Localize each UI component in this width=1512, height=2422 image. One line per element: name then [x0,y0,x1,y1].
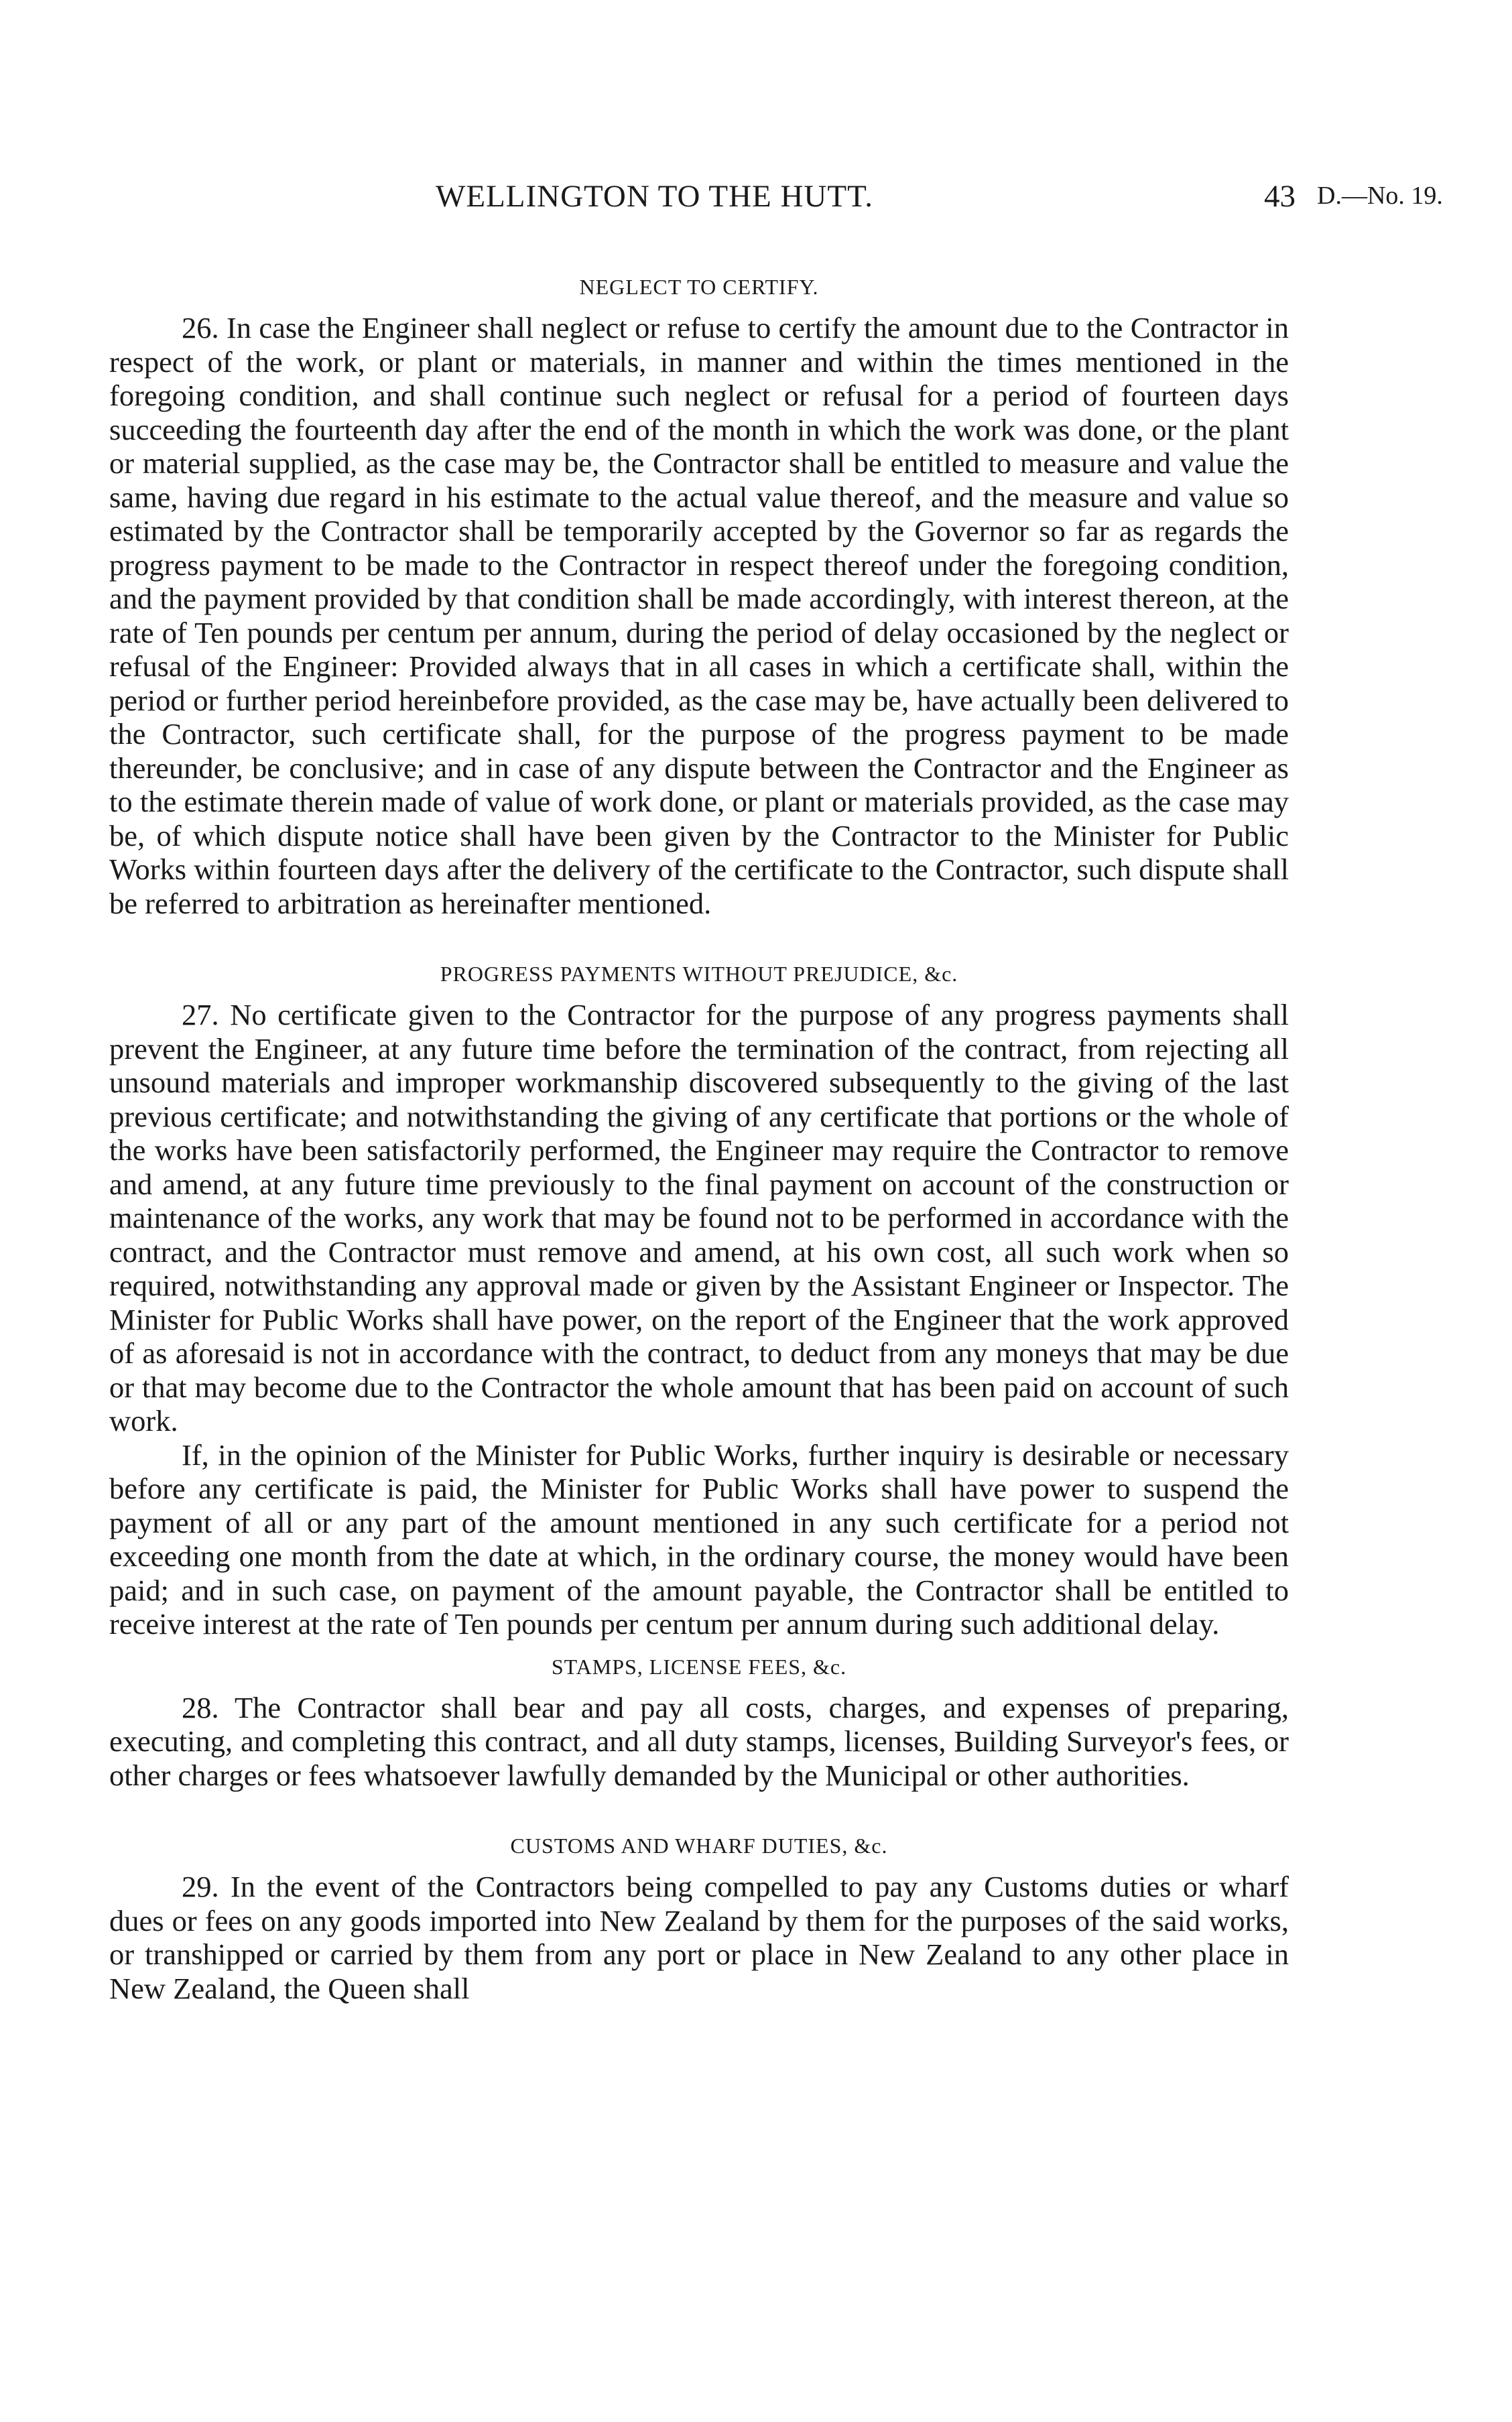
page-number: 43 [1264,179,1296,214]
section-neglect-to-certify [109,273,1289,920]
section-progress-payments [109,960,1289,1641]
paragraph-28: 28. The Contractor shall bear and pay all costs, charges, and expenses of preparing, executing, and completing this contract, and all duty stamps, licenses, Building Surveyor's fees, or other charges or fees whatsoever lawfully demanded by the Municipal or other authorities. [109,1690,1289,1792]
page-header [0,178,1512,218]
running-title: WELLINGTON TO THE HUTT. [436,179,874,214]
section-stamps-license-fees [109,1653,1289,1793]
section-customs-wharf-duties [109,1832,1289,2005]
section-heading: PROGRESS PAYMENTS WITHOUT PREJUDICE, &c. [440,962,958,986]
document-body [109,273,1289,2005]
paragraph-27-continued: If, in the opinion of the Minister for Public Works, further inquiry is desirable or necessary before any certificate is paid, the Minister for Public Works shall have power to suspend the payment of all or any part of the amount mentioned in any such certificate for a period not exceeding one month from the date at which, in the ordinary course, the money would have been paid; and in such case, on payment of the amount payable, the Contractor shall be entitled to receive interest at the rate of Ten pounds per centum per annum during such additional delay. [109,1438,1289,1641]
paragraph-29: 29. In the event of the Contractors being compelled to pay any Customs duties or wharf dues or fees on any goods imported into New Zealand by them for the purposes of the said works, or transhipped or carried by them from any port or place in New Zealand to any other place in New Zealand, the Queen shall [109,1870,1289,2005]
paragraph-26: 26. In case the Engineer shall neglect or refuse to certify the amount due to the Contractor in respect of the work, or plant or materials, in manner and within the times mentioned in the foregoing condition, and shall continue such neglect or refusal for a period of fourteen days succeeding the fourteenth day after the end of the month in which the work was done, or the plant or material supplied, as the case may be, the Contractor shall be entitled to measure and value the same, having due regard in his estimate to the actual value thereof, and the measure and value so estimated by the Contractor shall be temporarily accepted by the Governor so far as regards the progress payment to be made to the Contractor in respect thereof under the foregoing condition, and the payment provided by that condition shall be made accordingly, with interest thereon, at the rate of Ten pounds per centum per annum, during the period of delay occasioned by the neglect or refusal of the Engineer: Provided always that in all cases in which a certificate shall, within the period or further period hereinbefore provided, as the case may be, have actually been delivered to the Contractor, such certificate shall, for the purpose of the progress payment to be made thereunder, be conclusive; and in case of any dispute between the Contractor and the Engineer as to the estimate therein made of value of work done, or plant or materials provided, as the case may be, of which dispute notice shall have been given by the Contractor to the Minister for Public Works within fourteen days after the delivery of the certificate to the Contractor, such dispute shall be referred to arbitration as hereinafter mentioned. [109,311,1289,920]
section-heading: NEGLECT TO CERTIFY. [579,275,819,299]
section-heading: STAMPS, LICENSE FEES, &c. [551,1654,847,1679]
paragraph-27: 27. No certificate given to the Contractor for the purpose of any progress payments shall prevent the Engineer, at any future time before the termination of the contract, from rejecting all unsound materials and improper workmanship discovered subsequently to the giving of the last previous certificate; and notwithstanding the giving of any certificate that portions or the whole of the works have been satisfactorily performed, the Engineer may require the Contractor to remove and amend, at any future time previously to the final payment on account of the construction or maintenance of the works, any work that may be found not to be performed in accordance with the contract, and the Contractor must remove and amend, at his own cost, all such work when so required, notwithstanding any approval made or given by the Assistant Engineer or Inspector. The Minister for Public Works shall have power, on the report of the Engineer that the work approved of as aforesaid is not in accordance with the contract, to deduct from any moneys that may be due or that may become due to the Contractor the whole amount that has been paid on account of such work. [109,998,1289,1438]
section-heading: CUSTOMS AND WHARF DUTIES, &c. [510,1834,888,1858]
paper-reference: D.—No. 19. [1317,182,1443,210]
